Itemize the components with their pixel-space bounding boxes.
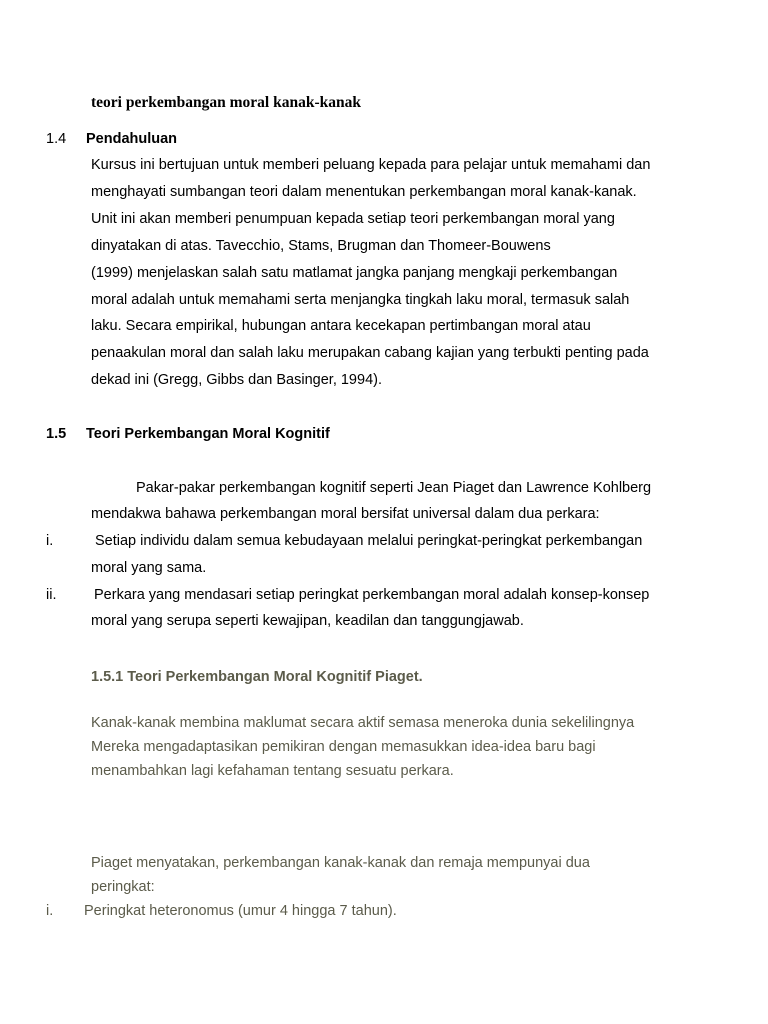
paragraph-line: dekad ini (Gregg, Gibbs dan Basinger, 1994).: [91, 372, 382, 388]
section-number: 1.4: [46, 131, 67, 147]
paragraph-line: Kursus ini bertujuan untuk memberi peluang kepada para pelajar untuk memahami dan: [91, 157, 651, 173]
paragraph-line: Pakar-pakar perkembangan kognitif seperti Jean Piaget dan Lawrence Kohlberg: [136, 480, 652, 496]
list-marker: i.: [46, 903, 54, 919]
paragraph-line: peringkat:: [91, 879, 155, 895]
paragraph-line: moral adalah untuk memahami serta menjangka tingkah laku moral, termasuk salah: [91, 292, 630, 308]
list-item-line: moral yang serupa seperti kewajipan, keadilan dan tanggungjawab.: [91, 613, 524, 629]
section-heading: Pendahuluan: [86, 131, 178, 147]
list-item-line: Peringkat heteronomus (umur 4 hingga 7 tahun).: [84, 903, 397, 919]
list-item-line: moral yang sama.: [91, 560, 207, 576]
paragraph-line: menambahkan lagi kefahaman tentang sesuatu perkara.: [91, 763, 454, 779]
section-number: 1.5: [46, 426, 67, 442]
section-heading: Teori Perkembangan Moral Kognitif: [86, 426, 330, 442]
list-marker: i.: [46, 533, 54, 549]
paragraph-line: laku. Secara empirikal, hubungan antara kecekapan pertimbangan moral atau: [91, 318, 591, 334]
paragraph-line: dinyatakan di atas. Tavecchio, Stams, Brugman dan Thomeer-Bouwens: [91, 238, 551, 254]
paragraph-line: Unit ini akan memberi penumpuan kepada setiap teori perkembangan moral yang: [91, 211, 615, 227]
paragraph-line: menghayati sumbangan teori dalam menentukan perkembangan moral kanak-kanak.: [91, 184, 637, 200]
list-item-line: Perkara yang mendasari setiap peringkat perkembangan moral adalah konsep-konsep: [94, 587, 650, 603]
paragraph-line: mendakwa bahawa perkembangan moral bersifat universal dalam dua perkara:: [91, 506, 600, 522]
paragraph-line: Piaget menyatakan, perkembangan kanak-kanak dan remaja mempunyai dua: [91, 855, 590, 871]
paragraph-line: (1999) menjelaskan salah satu matlamat jangka panjang mengkaji perkembangan: [91, 265, 618, 281]
paragraph-line: Kanak-kanak membina maklumat secara aktif semasa meneroka dunia sekelilingnya: [91, 715, 635, 731]
list-marker: ii.: [46, 587, 57, 603]
list-item-line: Setiap individu dalam semua kebudayaan melalui peringkat-peringkat perkembangan: [95, 533, 643, 549]
subsection-heading: 1.5.1 Teori Perkembangan Moral Kognitif Piaget.: [91, 669, 423, 685]
paragraph-line: penaakulan moral dan salah laku merupakan cabang kajian yang terbukti penting pada: [91, 345, 649, 361]
document-title: teori perkembangan moral kanak-kanak: [91, 94, 361, 111]
paragraph-line: Mereka mengadaptasikan pemikiran dengan memasukkan idea-idea baru bagi: [91, 739, 596, 755]
